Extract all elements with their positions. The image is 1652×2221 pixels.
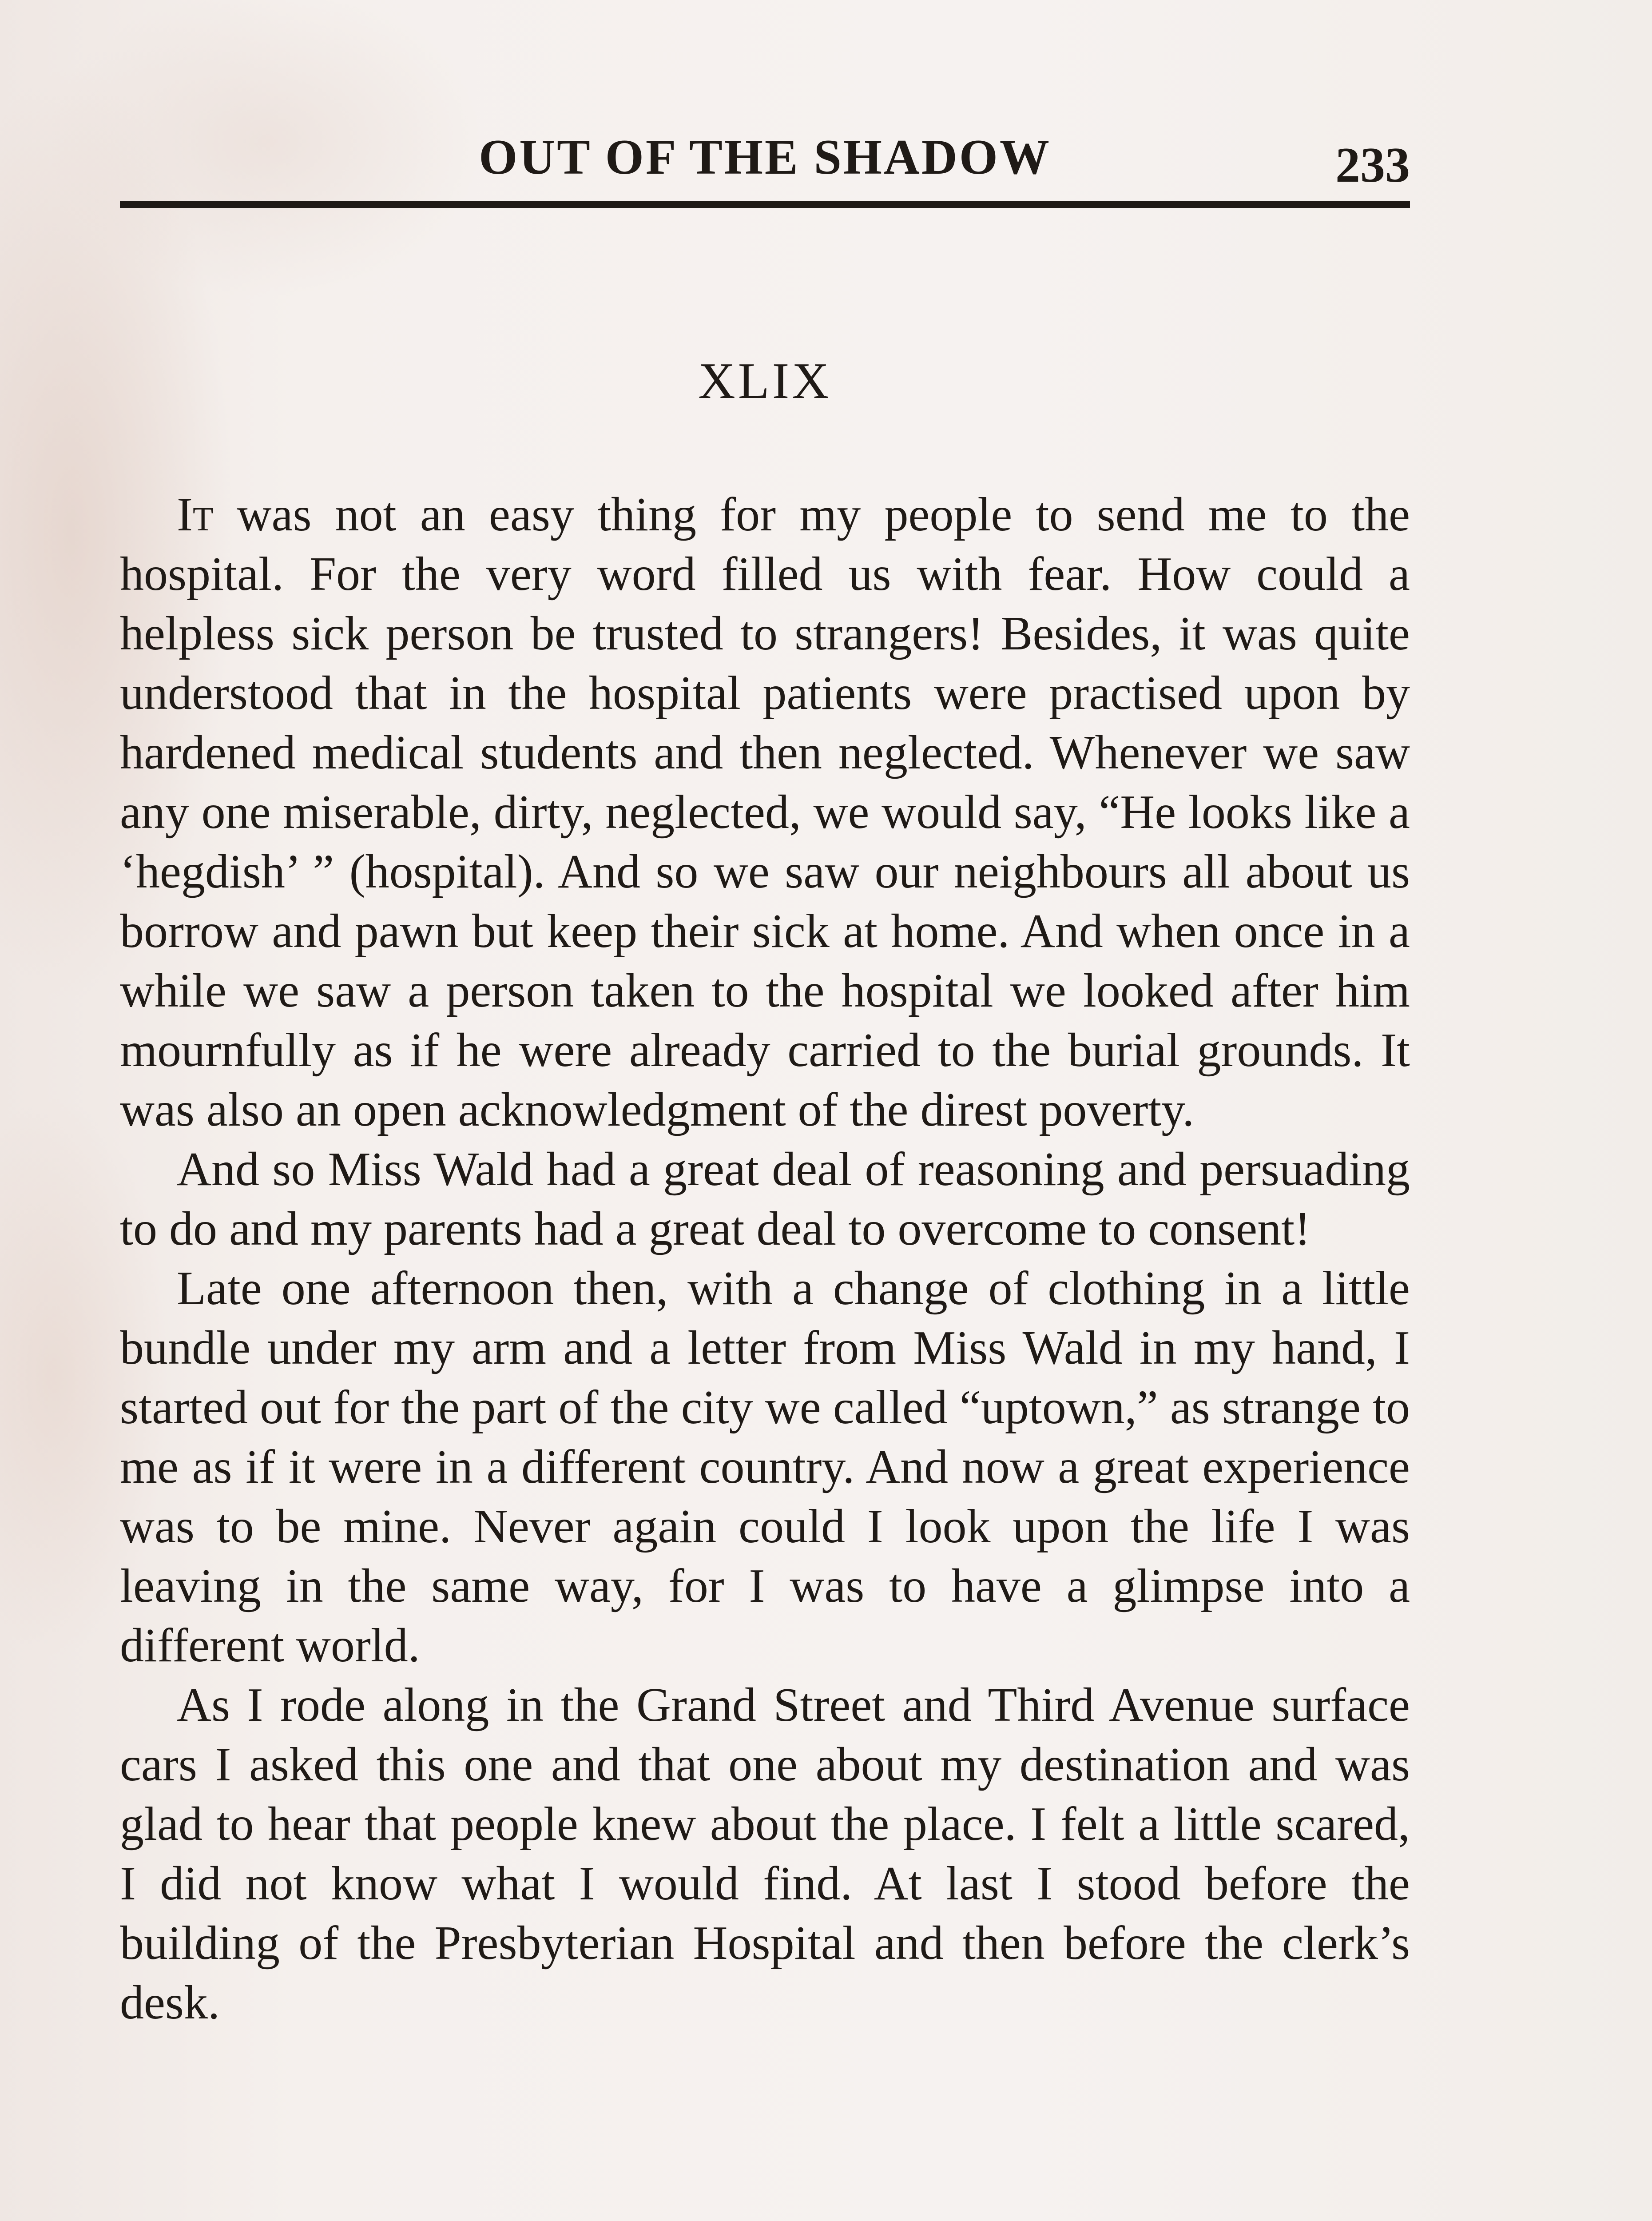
paragraph-2 <box>120 1140 1410 1259</box>
running-head <box>120 119 1410 208</box>
paragraph-lead: It <box>177 488 214 541</box>
paragraph-text: Late one afternoon then, with a change of clothing in a little bundle under my arm and a letter from Miss Wald in my hand, I started out for the part of the city we called “uptown,” as strange to me as if it were in a different country. And now a great experience was to be mine. Never again could I look upon the life I was leaving in the same way, for I was to have a glimpse into a different world. <box>120 1262 1410 1672</box>
paragraph-text: As I rode along in the Grand Street and Third Avenue surface cars I asked this one and that one about my destination and was glad to hear that people knew about the place. I felt a little scared, I did not know what I would find. At last I stood before the building of the Presbyterian Hospital and then before the clerk’s desk. <box>120 1679 1410 2029</box>
paragraph-3 <box>120 1259 1410 1676</box>
header-rule <box>120 201 1410 208</box>
paragraph-text: was not an easy thing for my people to send me to the hospital. For the very word filled us with fear. How could a helpless sick person be trusted to strangers! Besides, it was quite understood that in the hospital patients were practised upon by hardened medical students and then neglected. Whenever we saw any one miserable, dirty, neglected, we would say, “He looks like a ‘hegdish’ ” (hospital). And so we saw our neighbours all about us borrow and pawn but keep their sick at home. And when once in a while we saw a person taken to the hospital we looked after him mournfully as if he were already carried to the burial grounds. It was also an open acknowledgment of the direst poverty. <box>120 488 1410 1136</box>
paragraph-4 <box>120 1676 1410 2033</box>
page-number: 233 <box>1335 138 1410 193</box>
paragraph-text: And so Miss Wald had a great deal of reasoning and persuading to do and my parents had a great deal to overcome to consent! <box>120 1143 1410 1255</box>
chapter-number: XLIX <box>698 353 832 410</box>
paragraph-1 <box>120 485 1410 1140</box>
running-title: OUT OF THE SHADOW <box>479 130 1051 185</box>
body-text <box>120 485 1410 2033</box>
